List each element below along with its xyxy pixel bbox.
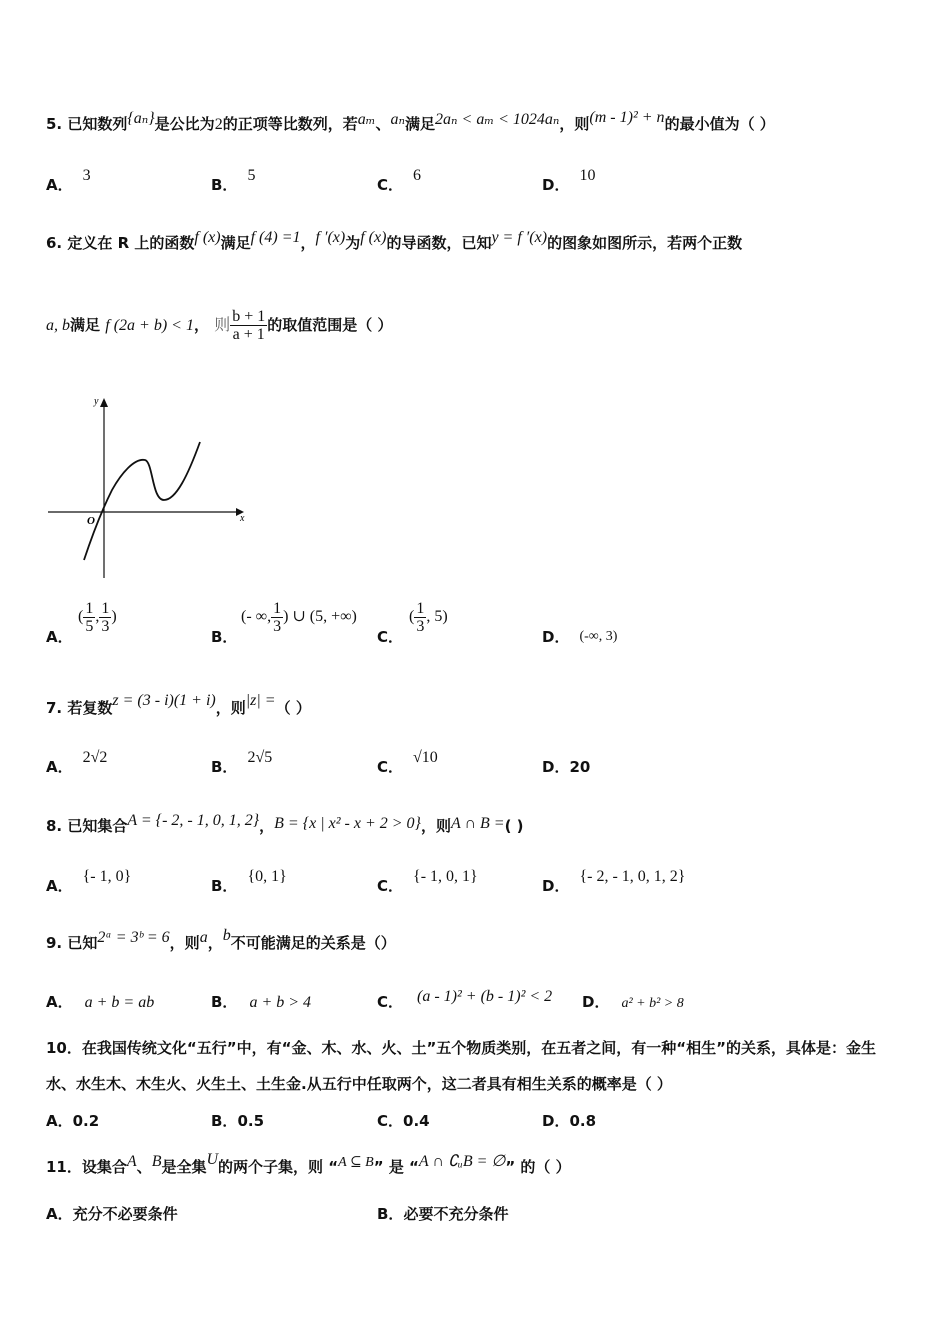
q8-option-a[interactable]: A．{- 1, 0} xyxy=(46,868,132,895)
q6-option-a[interactable]: A． ( $\frac{1}{5}$ , $\frac{1}{3}$ ) xyxy=(46,600,117,646)
q5-option-d[interactable]: D．10 xyxy=(542,167,596,194)
option-a-expr: ( $\frac{1}{5}$ , $\frac{1}{3}$ ) xyxy=(78,600,117,635)
q11-option-b[interactable]: B．必要不充分条件 xyxy=(377,1205,509,1223)
q7-option-b[interactable]: B．2√5 xyxy=(211,749,273,776)
q9-option-b[interactable]: B． a + b > 4 xyxy=(211,993,312,1011)
question-6-stem-line2: a, b满足 f (2a + b) < 1， 则 $\frac{b + 1}{a + 1}$ 的取值范围是（ ） xyxy=(46,308,393,343)
q9-option-c[interactable]: C． (a - 1)² + (b - 1)² < 2 xyxy=(377,988,553,1011)
question-6-stem: 6. 定义在 R 上的函数f (x)满足f (4) =1，f ′(x)为f (x)的导函数，已知y = f ′(x)的图象如图所示，若两个正数 xyxy=(46,229,743,252)
q11-option-a[interactable]: A．充分不必要条件 xyxy=(46,1205,178,1223)
derivative-curve xyxy=(84,442,200,560)
question-8-stem: 8. 已知集合A = {- 2, - 1, 0, 1, 2}，B = {x | x² - x + 2 > 0}，则A ∩ B =( ) xyxy=(46,812,524,835)
option-b-expr: (- ∞, $\frac{1}{3}$ ) ∪ (5, +∞) xyxy=(241,600,357,635)
q6-option-d[interactable]: D． (-∞, 3) xyxy=(542,628,618,646)
q7-option-c[interactable]: C．√10 xyxy=(377,749,438,776)
derivative-graph xyxy=(40,390,260,585)
q8-option-c[interactable]: C．{- 1, 0, 1} xyxy=(377,868,478,895)
fraction-b1-a1: $\frac{b + 1}{a + 1}$ xyxy=(232,308,266,343)
q7-option-a[interactable]: A．2√2 xyxy=(46,749,108,776)
q10-option-b[interactable]: B．0.5 xyxy=(211,1112,265,1130)
option-c-expr: ( $\frac{1}{3}$ , 5) xyxy=(409,600,448,635)
question-5-stem: 5. 已知数列{aₙ}是公比为2的正项等比数列，若aₘ、aₙ满足2aₙ < aₘ < 1024aₙ，则(m - 1)² + n的最小值为（ ） xyxy=(46,109,775,133)
question-9-stem: 9. 已知2ᵃ = 3ᵇ = 6，则a，b不可能满足的关系是（） xyxy=(46,927,396,952)
q10-option-c[interactable]: C．0.4 xyxy=(377,1112,430,1130)
q8-option-d[interactable]: D．{- 2, - 1, 0, 1, 2} xyxy=(542,868,686,895)
q6-option-b[interactable]: B． (- ∞, $\frac{1}{3}$ ) ∪ (5, +∞) xyxy=(211,600,357,646)
x-axis-label: x xyxy=(240,513,245,524)
q6-option-c[interactable]: C． ( $\frac{1}{3}$ , 5) xyxy=(377,600,448,646)
question-11-stem: 11．设集合A、B是全集U的两个子集，则 “A ⊆ B” 是 “A ∩ ∁ᵤB = ∅” 的（ ） xyxy=(46,1151,571,1176)
q9-option-d[interactable]: D． a² + b² > 8 xyxy=(582,993,684,1011)
q10-option-a[interactable]: A．0.2 xyxy=(46,1112,100,1130)
q5-option-c[interactable]: C．6 xyxy=(377,167,422,194)
q7-option-d[interactable]: D．20 xyxy=(542,758,591,776)
q5-option-b[interactable]: B．5 xyxy=(211,167,256,194)
question-10-stem: 10．在我国传统文化“五行”中，有“金、木、水、火、土”五个物质类别，在五者之间，有一种“相生”的关系，具体是：金生水、水生木、木生火、火生土、土生金.从五行中任取两个，这二者具有相生关系的概率是（ ） xyxy=(46,1039,877,1093)
q9-option-a[interactable]: A． a + b = ab xyxy=(46,993,155,1011)
y-axis-label: y xyxy=(94,396,99,407)
q10-option-d[interactable]: D．0.8 xyxy=(542,1112,597,1130)
question-7-stem: 7. 若复数z = (3 - i)(1 + i)，则|z| =（ ） xyxy=(46,692,311,717)
q8-option-b[interactable]: B．{0, 1} xyxy=(211,868,287,895)
q5-option-a[interactable]: A．3 xyxy=(46,167,91,194)
origin-label: O xyxy=(87,515,95,527)
y-axis-arrow xyxy=(100,398,108,407)
